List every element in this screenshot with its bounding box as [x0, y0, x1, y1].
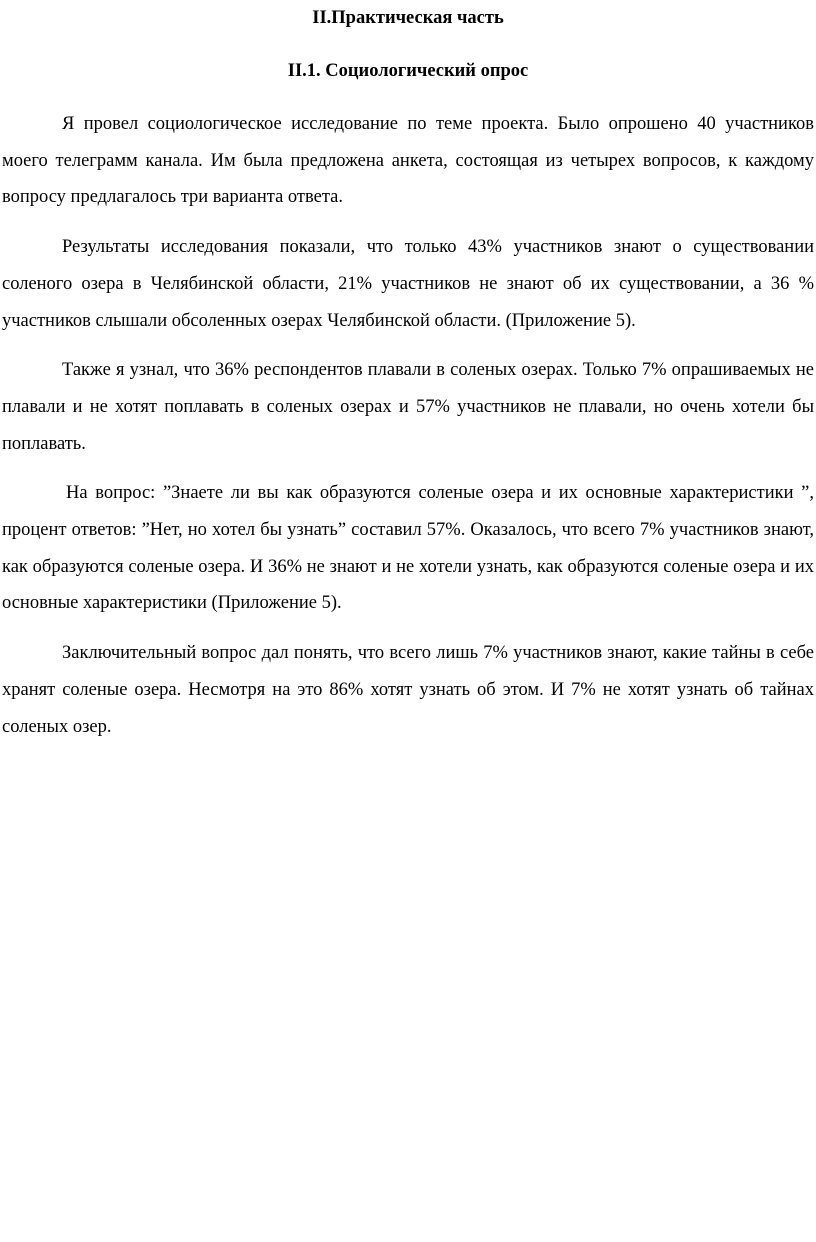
paragraph-swimming-results: Также я узнал, что 36% респондентов плавали в соленых озерах. Только 7% опрашиваемых не плавали и не хотят поплавать в соленых озерах и 57% участников не плавали, но очень хотели бы поплавать.: [2, 360, 814, 454]
paragraph-awareness-results: Результаты исследования показали, что только 43% участников знают о существовании соленого озера в Челябинской области, 21% участников не знают об их существовании, а 36 % участников слышали обсоленных озерах Челябинской области. (Приложение 5).: [2, 237, 814, 331]
section-title: II.Практическая часть: [312, 8, 504, 28]
paragraph-formation-results: На вопрос: ”Знаете ли вы как образуются соленые озера и их основные характеристики ”, процент ответов: ”Нет, но хотел бы узнать” составил 57%. Оказалось, что всего 7% участников знают, как образуются соленые озера. И 36% не знают и не хотели узнать, как образуются соленые озера и их основные характеристики (Приложение 5).: [2, 483, 814, 614]
paragraph-survey-intro: Я провел социологическое исследование по теме проекта. Было опрошено 40 участников моего телеграмм канала. Им была предложена анкета, состоящая из четырех вопросов, к каждому вопросу предлагалось три варианта ответа.: [2, 114, 814, 208]
subsection-title: II.1. Социологический опрос: [287, 61, 529, 81]
paragraph-final-question: Заключительный вопрос дал понять, что всего лишь 7% участников знают, какие тайны в себе хранят соленые озера. Несмотря на это 86% хотят узнать об этом. И 7% не хотят узнать об тайнах соленых озер.: [2, 643, 814, 737]
